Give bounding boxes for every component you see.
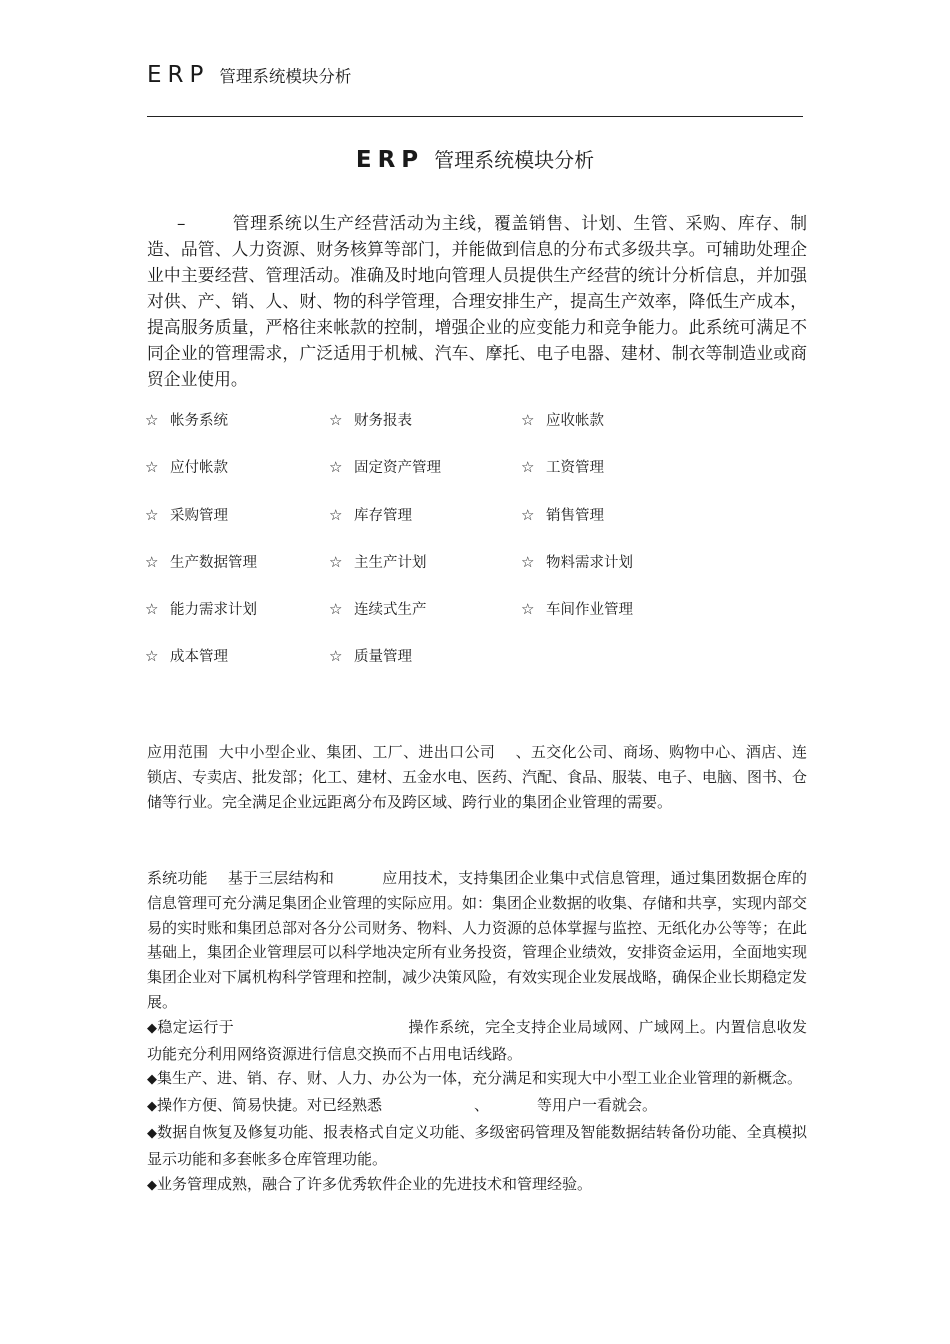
diamond-bullet-icon: ◆ bbox=[147, 1072, 157, 1088]
scope-paragraph bbox=[147, 740, 807, 814]
star-icon: ☆ bbox=[329, 458, 343, 477]
module-label: 能力需求计划 bbox=[170, 602, 257, 619]
bullet-separator: 、 bbox=[474, 1096, 490, 1115]
feature-bullet bbox=[147, 1015, 807, 1067]
module-item bbox=[329, 456, 521, 503]
module-label: 帐务系统 bbox=[170, 413, 228, 429]
feature-bullet bbox=[147, 1093, 807, 1120]
module-label: 采购管理 bbox=[170, 507, 228, 524]
star-icon: ☆ bbox=[329, 647, 343, 666]
bullet-text: 操作系统，完全支持企业局域网、广域网上。内置信息收发功能充分利用网络资源进行信息交换而不占用电话线路。 bbox=[147, 1017, 807, 1063]
module-item bbox=[521, 409, 661, 456]
module-item bbox=[521, 456, 661, 503]
bullet-text: 操作方便、简易快捷。对已经熟悉 bbox=[157, 1096, 383, 1115]
header-rule bbox=[147, 116, 803, 117]
scope-label: 应用范围 bbox=[147, 743, 209, 761]
diamond-bullet-icon: ◆ bbox=[147, 1099, 157, 1115]
module-item bbox=[145, 456, 329, 503]
functions-text-1: 基于三层结构和 bbox=[227, 869, 335, 887]
star-icon: ☆ bbox=[521, 600, 535, 619]
module-label: 工资管理 bbox=[546, 460, 604, 477]
module-label: 质量管理 bbox=[354, 649, 412, 666]
document-title bbox=[0, 144, 950, 173]
functions-section bbox=[147, 866, 807, 1198]
module-row bbox=[145, 409, 665, 456]
module-row bbox=[145, 645, 665, 692]
header-title: 管理系统模块分析 bbox=[219, 67, 352, 86]
header-code: ERP bbox=[147, 62, 210, 88]
module-list bbox=[145, 409, 665, 693]
intro-dash: – bbox=[177, 213, 186, 233]
intro-paragraph bbox=[147, 210, 807, 392]
star-icon: ☆ bbox=[145, 505, 159, 524]
star-icon: ☆ bbox=[521, 552, 535, 571]
module-row bbox=[145, 504, 665, 551]
functions-label: 系统功能 bbox=[147, 869, 208, 887]
module-label: 固定资产管理 bbox=[354, 460, 441, 477]
module-item bbox=[329, 504, 521, 551]
star-icon: ☆ bbox=[521, 411, 535, 429]
module-label: 销售管理 bbox=[546, 507, 604, 524]
bullet-text: 业务管理成熟，融合了许多优秀软件企业的先进技术和管理经验。 bbox=[157, 1174, 593, 1193]
module-item bbox=[521, 551, 661, 598]
module-label: 财务报表 bbox=[354, 413, 412, 429]
running-header bbox=[147, 62, 351, 88]
module-label: 成本管理 bbox=[170, 649, 228, 666]
star-icon: ☆ bbox=[145, 647, 159, 666]
module-label: 应付帐款 bbox=[170, 460, 228, 477]
module-item bbox=[329, 645, 521, 692]
bullet-text: 等用户一看就会。 bbox=[537, 1096, 658, 1115]
module-label: 主生产计划 bbox=[354, 554, 427, 571]
scope-text-2: 、五交化公司、商场、购物中心、酒店、连锁店、专卖店、批发部；化工、建材、五金水电、医药、汽配、食品、服装、电子、电脑、图书、仓储等行业。完全满足企业远距离分布及跨区域、跨行业的集团企业管理的需要。 bbox=[147, 743, 808, 811]
module-row bbox=[145, 598, 665, 645]
star-icon: ☆ bbox=[329, 600, 343, 619]
module-item bbox=[145, 598, 329, 645]
module-item bbox=[521, 504, 661, 551]
module-item bbox=[329, 598, 521, 645]
module-label: 应收帐款 bbox=[546, 413, 604, 429]
star-icon: ☆ bbox=[521, 505, 535, 524]
module-label: 物料需求计划 bbox=[546, 554, 633, 571]
feature-bullet bbox=[147, 1120, 807, 1172]
scope-text-1: 大中小型企业、集团、工厂、进出口公司 bbox=[218, 743, 496, 761]
bullet-text: 稳定运行于 bbox=[157, 1017, 235, 1036]
module-item bbox=[145, 551, 329, 598]
feature-bullet bbox=[147, 1066, 807, 1093]
module-row bbox=[145, 551, 665, 598]
star-icon: ☆ bbox=[329, 552, 343, 571]
functions-text-2: 应用技术，支持集团企业集中式信息管理，通过集团数据仓库的信息管理可充分满足集团企业管理的实际应用。如：集团企业数据的收集、存储和共享，实现内部交易的实时账和集团总部对各分公司财务、物料、人力资源的总体掌握与监控、无纸化办公等等；在此基础上，集团企业管理层可以科学地决定所有业务投资，管理企业绩效，安排资金运用，全面地实现集团企业对下属机构科学管理和控制，减少决策风险，有效实现企业发展战略，确保企业长期稳定发展。 bbox=[147, 869, 808, 1011]
star-icon: ☆ bbox=[329, 505, 343, 524]
star-icon: ☆ bbox=[145, 411, 159, 429]
bullet-text: 数据自恢复及修复功能、报表格式自定义功能、多级密码管理及智能数据结转备份功能、全真模拟显示功能和多套帐多仓库管理功能。 bbox=[147, 1122, 807, 1168]
module-label: 连续式生产 bbox=[354, 602, 427, 619]
diamond-bullet-icon: ◆ bbox=[147, 1125, 158, 1141]
module-label: 车间作业管理 bbox=[546, 602, 633, 619]
module-item bbox=[329, 551, 521, 598]
diamond-bullet-icon: ◆ bbox=[147, 1020, 158, 1036]
module-item bbox=[145, 645, 329, 692]
feature-bullet bbox=[147, 1172, 807, 1199]
star-icon: ☆ bbox=[145, 458, 159, 477]
title-text: 管理系统模块分析 bbox=[434, 148, 595, 172]
module-item bbox=[329, 409, 521, 456]
star-icon: ☆ bbox=[329, 411, 343, 429]
star-icon: ☆ bbox=[521, 458, 535, 477]
module-item bbox=[145, 409, 329, 456]
module-label: 库存管理 bbox=[354, 507, 412, 524]
star-icon: ☆ bbox=[145, 600, 159, 619]
module-label: 生产数据管理 bbox=[170, 554, 257, 571]
diamond-bullet-icon: ◆ bbox=[147, 1177, 157, 1193]
intro-text: 管理系统以生产经营活动为主线，覆盖销售、计划、生管、采购、库存、制造、品管、人力资源、财务核算等部门，并能做到信息的分布式多级共享。可辅助处理企业中主要经营、管理活动。准确及时地向管理人员提供生产经营的统计分析信息，并加强对供、产、销、人、财、物的科学管理，合理安排生产，提高生产效率，降低生产成本，提高服务质量，严格往来帐款的控制，增强企业的应变能力和竞争能力。此系统可满足不同企业的管理需求，广泛适用于机械、汽车、摩托、电子电器、建材、制衣等制造业或商贸企业使用。 bbox=[147, 213, 807, 389]
functions-paragraph bbox=[147, 866, 807, 1015]
module-item bbox=[521, 598, 661, 645]
title-code: ERP bbox=[355, 147, 425, 173]
bullet-text: 集生产、进、销、存、财、人力、办公为一体，充分满足和实现大中小型工业企业管理的新概念。 bbox=[157, 1069, 803, 1088]
star-icon: ☆ bbox=[145, 552, 159, 571]
module-item bbox=[145, 504, 329, 551]
module-row bbox=[145, 456, 665, 503]
